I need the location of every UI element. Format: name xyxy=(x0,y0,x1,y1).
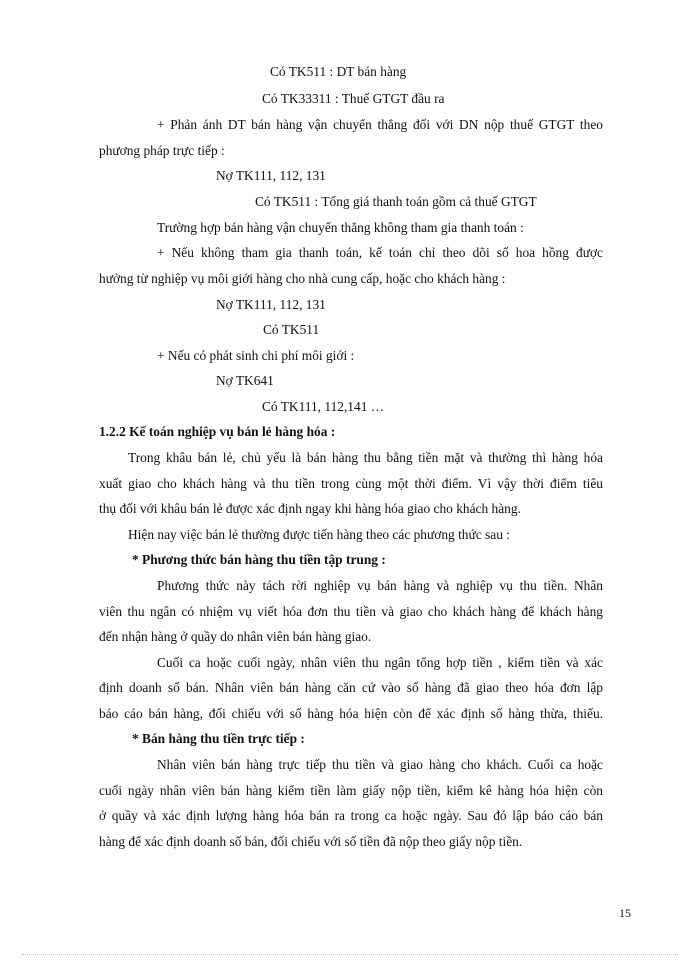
text-line: Phương thức này tách rời nghiệp vụ bán hàng và nghiệp vụ thu tiền. Nhân xyxy=(157,578,603,593)
text-line: + Phản ánh DT bán hàng vận chuyển thẳng đối với DN nộp thuế GTGT theo xyxy=(157,117,603,132)
page-number: 15 xyxy=(619,906,631,920)
text-line: cuối ngày nhân viên bán hàng kiểm tiền làm giấy nộp tiền, kiểm kê hàng hóa hiện còn xyxy=(99,783,603,798)
text-line: xuất giao cho khách hàng và thu tiền trong cùng một thời điểm. Vì vậy thời điểm tiêu xyxy=(99,476,603,491)
footer-divider xyxy=(22,954,678,955)
text-line: + Nếu không tham gia thanh toán, kế toán chỉ theo dõi số hoa hồng được xyxy=(157,245,603,260)
text-line: Có TK511 : DT bán hàng xyxy=(270,64,407,79)
section-heading: 1.2.2 Kế toán nghiệp vụ bán lẻ hàng hóa : xyxy=(99,424,336,439)
subheading: * Phương thức bán hàng thu tiền tập trung : xyxy=(132,552,386,567)
text-line: Có TK33311 : Thuế GTGT đầu ra xyxy=(262,91,445,106)
text-line: phương pháp trực tiếp : xyxy=(99,143,225,158)
text-line: Hiện nay việc bán lẻ thường được tiến hàng theo các phương thức sau : xyxy=(128,527,510,542)
text-line: hàng để xác định doanh số bán, đối chiếu với số tiền đã nộp theo giấy nộp tiền. xyxy=(99,834,523,849)
text-line: đến nhận hàng ở quầy do nhân viên bán hàng giao. xyxy=(99,629,372,644)
text-line: + Nếu có phát sinh chi phí môi giới : xyxy=(157,348,355,363)
text-line: ở quầy và xác định lượng hàng hóa bán ra trong ca hoặc ngày. Sau đó lập báo cáo bán xyxy=(99,808,603,823)
subheading: * Bán hàng thu tiền trực tiếp : xyxy=(132,731,305,746)
text-line: định doanh số bán. Nhân viên bán hàng căn cứ vào số hàng đã giao theo hóa đơn lập xyxy=(99,680,603,695)
text-line: Nợ TK111, 112, 131 xyxy=(216,297,326,312)
text-line: hưởng từ nghiệp vụ môi giới hàng cho nhà cung cấp, hoặc cho khách hàng : xyxy=(99,271,506,286)
text-line: Trường hợp bán hàng vận chuyển thẳng không tham gia thanh toán : xyxy=(157,220,524,235)
text-line: Trong khâu bán lẻ, chủ yếu là bán hàng thu bằng tiền mặt và thường thì hàng hóa xyxy=(128,450,603,465)
text-line: viên thu ngân có nhiệm vụ viết hóa đơn thu tiền và giao cho khách hàng để khách hàng xyxy=(99,604,603,619)
text-line: Nhân viên bán hàng trực tiếp thu tiền và giao hàng cho khách. Cuối ca hoặc xyxy=(157,757,603,772)
text-line: Có TK511 : Tổng giá thanh toán gồm cả thuế GTGT xyxy=(255,194,537,209)
text-line: Cuối ca hoặc cuối ngày, nhân viên thu ngân tổng hợp tiền , kiểm tiền và xác xyxy=(157,655,603,670)
text-line: thụ đối với khâu bán lẻ được xác định ngay khi hàng hóa giao cho khách hàng. xyxy=(99,501,521,516)
text-line: Có TK111, 112,141 … xyxy=(262,399,385,414)
text-line: báo cáo bán hàng, đối chiếu với số hàng hóa hiện còn để xác định số hàng thừa, thiếu. xyxy=(99,706,603,721)
text-line: Có TK511 xyxy=(263,322,320,337)
text-line: Nợ TK111, 112, 131 xyxy=(216,168,326,183)
text-line: Nợ TK641 xyxy=(216,373,274,388)
